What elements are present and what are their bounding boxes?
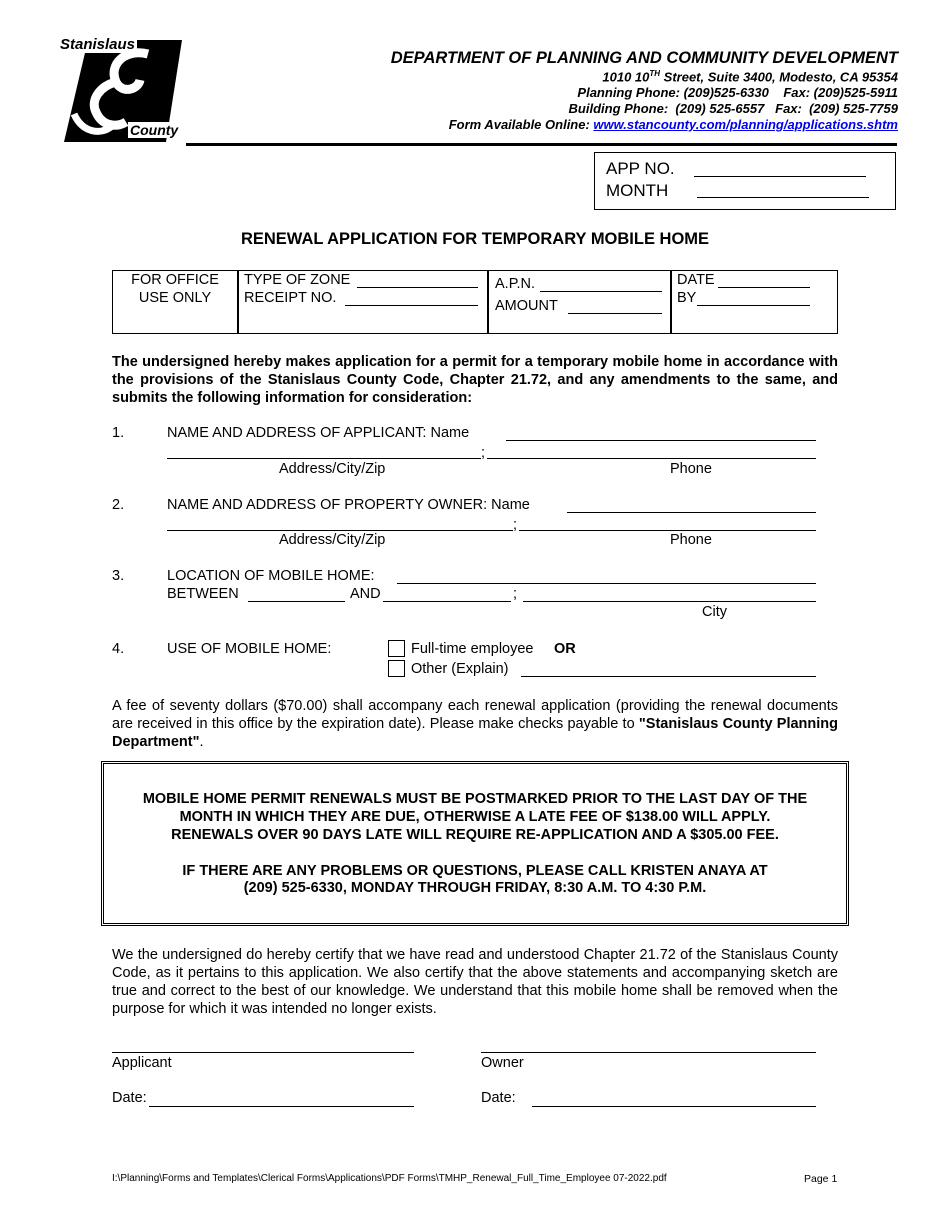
fulltime-employee-checkbox[interactable]: [388, 640, 405, 657]
county-logo: [56, 36, 186, 144]
owner-address-field[interactable]: [167, 530, 513, 531]
form-title: RENEWAL APPLICATION FOR TEMPORARY MOBILE HOME: [240, 230, 710, 248]
app-no-label: APP NO.: [606, 159, 675, 178]
item-2-address-caption: Address/City/Zip: [279, 532, 386, 548]
item-1-label: NAME AND ADDRESS OF APPLICANT: Name: [167, 425, 470, 441]
planning-phone: Planning Phone: (209)525-6330 Fax: (209)525-5911: [577, 85, 898, 100]
city-caption: City: [702, 604, 727, 620]
between-label: BETWEEN: [167, 586, 239, 602]
apn-label: A.P.N.: [495, 276, 536, 292]
office-divider-3: [670, 270, 672, 334]
applicant-label: Applicant: [112, 1055, 172, 1071]
applicant-name-field[interactable]: [506, 440, 816, 441]
owner-date-label: Date:: [481, 1090, 516, 1106]
item-2-label: NAME AND ADDRESS OF PROPERTY OWNER: Name: [167, 497, 530, 513]
notice-line-1: MOBILE HOME PERMIT RENEWALS MUST BE POSTMARKED PRIOR TO THE LAST DAY OF THE: [142, 791, 808, 807]
item-2-phone-caption: Phone: [670, 532, 712, 548]
intro-paragraph: The undersigned hereby makes application for a permit for a temporary mobile home in accordance with the provisions of the Stanislaus County Code, Chapter 21.72, and any amendments to the same, and submits the following information for consideration:: [112, 354, 838, 406]
department-name: DEPARTMENT OF PLANNING AND COMMUNITY DEVELOPMENT: [390, 49, 898, 67]
amount-label: AMOUNT: [495, 298, 558, 314]
logo-text-top: Stanislaus: [60, 36, 136, 53]
item-2-number: 2.: [112, 497, 125, 513]
item-4-number: 4.: [112, 641, 125, 657]
owner-signature-field[interactable]: [481, 1052, 816, 1053]
item-1-address-caption: Address/City/Zip: [279, 461, 386, 477]
department-address: 1010 10TH Street, Suite 3400, Modesto, CA 95354: [602, 69, 898, 85]
receipt-no-label: RECEIPT NO.: [244, 290, 337, 306]
apn-field[interactable]: [540, 291, 662, 292]
applicant-phone-field[interactable]: [487, 458, 816, 459]
footer-file-path: I:\Planning\Forms and Templates\Clerical Forms\Applications\PDF Forms\TMHP_Renewal_Full_Time_Employee 07-2022.pdf: [112, 1173, 667, 1184]
office-divider-1: [237, 270, 239, 334]
item-3-semicolon: ;: [513, 586, 518, 602]
item-3-number: 3.: [112, 568, 125, 584]
and-field[interactable]: [383, 601, 511, 602]
owner-phone-field[interactable]: [519, 530, 816, 531]
certify-paragraph: We the undersigned do hereby certify that we have read and understood Chapter 21.72 of the Stanislaus County Code, as it pertains to this application. We also certify that the above statements and accompanying sketch are true and correct to the best of our knowledge. We understand that this mobile home shall be removed when the purpose for which it was intended no longer exists.: [112, 947, 838, 1017]
date-office-label: DATE: [677, 272, 715, 288]
app-no-field[interactable]: [694, 176, 866, 177]
date-office-field[interactable]: [718, 287, 810, 288]
payee-name: "Stanislaus County Planning Department": [112, 716, 838, 750]
month-label: MONTH: [606, 181, 669, 200]
online-form: Form Available Online: www.stancounty.com/planning/applications.shtm: [448, 117, 898, 132]
item-1-number: 1.: [112, 425, 125, 441]
for-office-label: FOR OFFICE: [131, 272, 219, 288]
item-3-label: LOCATION OF MOBILE HOME:: [167, 568, 375, 584]
online-form-link[interactable]: www.stancounty.com/planning/applications.shtm: [593, 117, 898, 132]
by-label: BY: [677, 290, 697, 306]
footer-page-number: Page 1: [804, 1173, 838, 1185]
fee-paragraph: A fee of seventy dollars ($70.00) shall accompany each renewal application (providing the renewal documents are received in this office by the expiration date). Please make checks payable to "Stanislaus County Planning Department".: [112, 698, 838, 750]
notice-line-4: IF THERE ARE ANY PROBLEMS OR QUESTIONS, PLEASE CALL KRISTEN ANAYA AT: [182, 863, 768, 879]
notice-line-3: RENEWALS OVER 90 DAYS LATE WILL REQUIRE RE-APPLICATION AND A $305.00 FEE.: [171, 827, 779, 843]
office-divider-2: [487, 270, 489, 334]
logo-text-bottom: County: [130, 122, 179, 138]
or-label: OR: [554, 641, 576, 657]
month-field[interactable]: [697, 197, 869, 198]
building-phone: Building Phone: (209) 525-6557 Fax: (209) 525-7759: [568, 101, 898, 116]
location-field[interactable]: [397, 583, 816, 584]
other-explain-label: Other (Explain): [411, 661, 509, 677]
applicant-date-field[interactable]: [149, 1106, 414, 1107]
header-rule: [186, 143, 897, 146]
receipt-no-field[interactable]: [345, 305, 478, 306]
use-only-label: USE ONLY: [138, 290, 212, 306]
other-explain-field[interactable]: [521, 676, 816, 677]
notice-line-2: MONTH IN WHICH THEY ARE DUE, OTHERWISE A LATE FEE OF $138.00 WILL APPLY.: [179, 809, 771, 825]
item-1-semicolon: ;: [481, 445, 486, 461]
type-of-zone-label: TYPE OF ZONE: [244, 272, 351, 288]
and-label: AND: [350, 586, 381, 602]
item-1-phone-caption: Phone: [670, 461, 712, 477]
applicant-date-label: Date:: [112, 1090, 147, 1106]
other-checkbox[interactable]: [388, 660, 405, 677]
type-of-zone-field[interactable]: [357, 287, 478, 288]
applicant-address-field[interactable]: [167, 458, 481, 459]
item-4-label: USE OF MOBILE HOME:: [167, 641, 332, 657]
city-field[interactable]: [523, 601, 816, 602]
owner-label: Owner: [481, 1055, 524, 1071]
item-2-semicolon: ;: [513, 517, 518, 533]
by-field[interactable]: [697, 305, 810, 306]
applicant-signature-field[interactable]: [112, 1052, 414, 1053]
owner-name-field[interactable]: [567, 512, 816, 513]
fulltime-employee-label: Full-time employee: [411, 641, 534, 657]
between-field[interactable]: [248, 601, 345, 602]
amount-field[interactable]: [568, 313, 662, 314]
owner-date-field[interactable]: [532, 1106, 816, 1107]
notice-box: [101, 761, 849, 926]
notice-line-5: (209) 525-6330, MONDAY THROUGH FRIDAY, 8:30 A.M. TO 4:30 P.M.: [243, 880, 707, 896]
